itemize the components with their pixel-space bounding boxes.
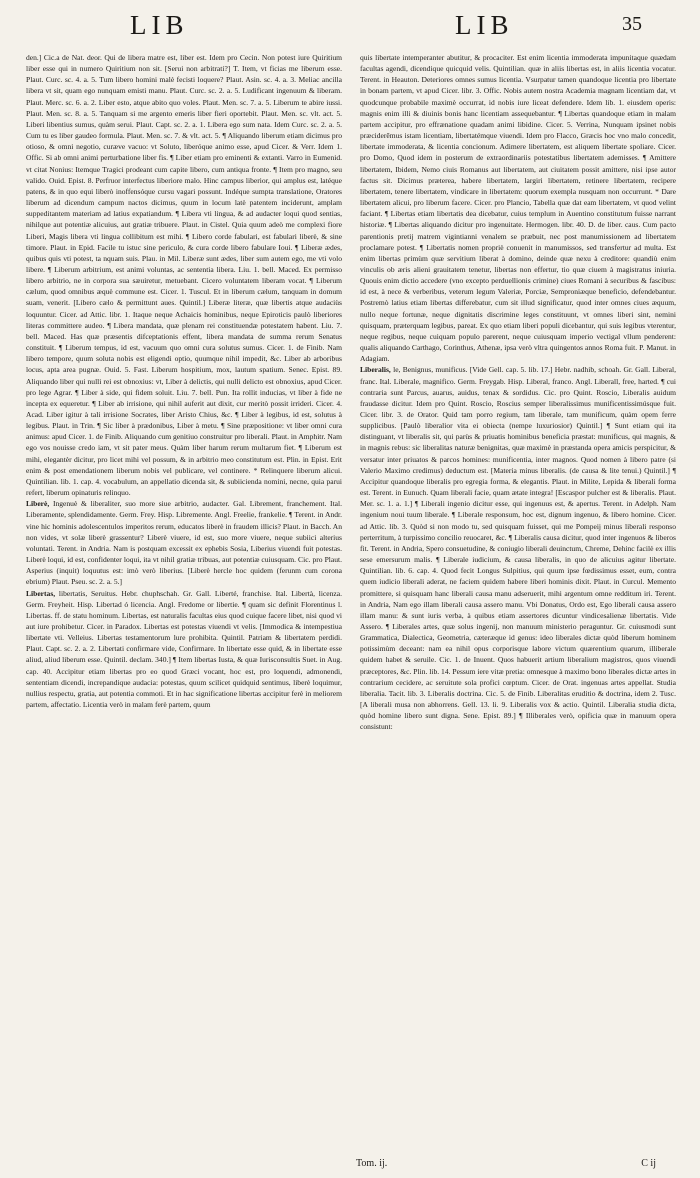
dictionary-entry xyxy=(360,52,676,364)
entry-headword: Liberè, xyxy=(26,499,50,509)
tome-label: Tom. ij. xyxy=(356,1158,388,1169)
entry-text: quis libertate intemperanter abutitur, & procaciter. Est enim licentia immoderata impunitaque quædam facultas agendi, dicendique quicquid velis. Quintilian. quæ in aliis libertas est, in aliis licentia vocatur. Terent. in Heauton. Deteriores omnes sumus licentia. Vsurpatur tamen quandoque licentia pro libertate in bonam partem, vt apud Cicer. libr. 3. Offic. Nobis autem nostra Academia magnam licentiam dat, vt quodcunque probabile maximè occurrat, id nobis iure liceat defendere. Idem lib. 1. eiusdem operis: magnis enim illi & diuinis bonis hanc licentiam assequebantur. ¶ Libertas quandoque etiam in malam partem accipitur, pro effrænatione quadam animi libidine. Cicer. 5. Verrina, Nunquam ipsinet nobis præciderēmus istam licentiam, libertatémque viuendi. Idem pro Flacco, Græcis hoc vno malo concedit, libertate immoderata, & licentia concionum. Adimere libertatem, est aliquem libertate spoliare. Cicer. pro Domo, Quod idem in posterum de extraordinariis potestatibus libertatem ademisses. ¶ Amittere libertatem, Ibidem, Nemo ciuis Romanus aut libertatem, aut ciuitatem possit amittere, nisi ipse autor factus sit. Dicimus præterea, habere libertatem, largiri libertatem, retinere libertatem, recipere libertatem, tenere libertatem, vindicare in libertatem: quorum exempla nusquam non occurrunt. * Dare libertatem alicui, pro liberum facere. Cicer. pro Plancio, Tabella quæ dat eam libertatem, vt quod velint faciant. ¶ Libertas etiam libertatis dea dicebatur, cuius templum in Auentino constitutum fuisse narrant historiæ. ¶ Libertas aliquando dicitur pro ingenuitate. Hermogen. libr. 40. D. de liber. caus. Cum pacto parentionis pretij matrem vigintianni venalem se præbuit, nec post manumissionem ad libertatem proclamare potest. ¶ Libertatis nomen propriè conuenit in manumissos, sed transfertur ad multa. Est enim libertas primùm quæ servitium liberat à domino, deinde quæ nexu à creditore: quandiù enim vinculis ob æris alieni grauitatem tenetur, libertas non effertur, tio quæ ciuem à magistratus iniuria. Quouis enim dictio accedere (vno excepto perduellionis crimine) ciues Romani à securibus & fascibus: id est, à nece & verberibus, veterum legum Valeriæ, Porciæ, Semproniæque beneficio, defendebantur. Postremò latius etiam libertas differebatur, cum sit illud significatur, quod inter omnes ciues æquum, nullo neque fortunæ, neque dignitatis discrimine leges constituunt, vt omnes liberi sint, nemini quisquam, præterquam legibus, pareat. Ex quo etiam liberi populi dicebantur, qui suis legibus vterentur, neque regibus, neque cuiquam populo parerent, neque cuiusquam imperio vectigal vllum penderent: qualis aliquando Carthago, Corinthus, Athenæ, ipsa verò vltra quingentos annos Roma fuit. P. Manut. in Adagiam. xyxy=(360,53,676,364)
running-head-left: LIB xyxy=(130,10,189,40)
signature-mark: C ij xyxy=(641,1158,656,1169)
dictionary-entry xyxy=(26,52,342,498)
entry-text: Ingenuè & liberaliter, suo more siue arbitrio, audacter. Gal. Librement, franchement. Ital. Liberamente, splendidamente. Germ. Frey. Hisp. Libremente. Angl. Freelie, frankelie. ¶ Terent. in Andr. vine hic hominis adolescentulos imperitos rerum, educatos liberè in fraudem illicis? Plaut. in Bacch. An non vides, vt solæ liberè grassentur? Liberè viuere, id est, suo more viuere, neque subiici alterius voluntati. Terent. in Andria. Nam is postquam excessit ex ephebis Sosia, Liberius viuendi fuit potestas. Liberè loqui, id est, confidenter loqui, ita vt nihil gratiæ tribuas, aut potentiæ cuiusquam. Cic. pro Plaut. Asperius (inquit) loquutus est: imò verò liberius. [Liberè hercle hoc quidem (ferunm cum corona ebrium) Plaut. Pseu. sc. 2. a. 5.] xyxy=(26,499,342,587)
running-head-right: LIB xyxy=(455,10,514,40)
left-column xyxy=(26,52,342,1152)
dictionary-entry xyxy=(360,364,676,732)
entry-text: le, Benignus, munificus. [Vide Gell. cap. 5. lib. 17.] Hebr. nadhib, schoah. Gr. Gall. Liberal, franc. Ital. Liberale, magnifico. Germ. Freygab. Hisp. Liberal, franco. Angl. Liberall, free, harted. ¶ cui contraria sunt Parcus, auarus, auidus, tenax & sordidus. Cic. pro Quint. Roscio, Liberalis auidum fraudasse dicitur. Idem pro Quint. Roscio, Roscius semper liberalissimus munificentissimúsque fuit. Cicer. libr. 3. de Orator. Quid tam porro regium, tam liberale, tam munificum, quàm opem ferre supplicibus. [Paulò liberalior vita ei obiecta (nempe luxuriosior) Quintil.] ¶ Sunt etiam qui ita distinguant, vt liberalis sit, qui parùs & priuatis hominibus beneficia præstat: munificus, qui magnis, & in magnis rebus: sic liberalitas naturæ benignitas, quæ maximè in præstanda opera amicis perspicitur, & versatur inter priuatos & parcos homines: munificentia, inter magnos. Quod nomen à libero patre (si Valerio Maximo credimus) deductum est. [Materia minus liberalis. (de causa & lite tenui.) Quintil.] ¶ Accipitur quandoque liberalis pro egregia forma, & elegantis. Plaut. in Milite, Lepida & liberali forma est. Terent. in Eunuch. Quam liberali facie, quam ætate integra! [Escaspor pulcher est & liberalis. Plaut. Mer. sc. 1. a. 1.] ¶ Liberali ingenio dicitur esse, qui ingenuus est, & apertus. Terent. in Adelph. Nam ingenium noui tuum liberale. ¶ Liberale responsum, hoc est, dignum ingenuo, & libero homine. Cicer. ad Attic. lib. 3. Quòd si non modo tu, sed quisquam fuisset, qui me Pompeij minus liberali responso perterritum, à turpissimo concilio reuocaret, &c. ¶ Liberalis causa dicitur, quod inter ingenuos & liberos fit. Terent. in Andria, Spero consuetudine, & coniugio liberali deuinctum, Chreme, Dehinc facilè ex illis sese emersurum malis. ¶ Liberale iudicium, & causa liberalis, in quo de alicuius agitur libertate. Quintilian. lib. 6. cap. 4. Quod fecit Longus Sulpitius, qui quum ipse fœdissimus esset, eum, contra quem iudicio liberali aderat, ne faciem quidem habere liberi hominis dixit. Plaut. in Curcul. Memento promittere, si quisquam hanc liberali causa manu adseruerit, mihi argentum omne redditum iri. Terent. in Andria, Nam ego illam liberali causa assero manu. Vbi Donatus, Ordo est, Ego liberali causa assero illam manu: & sunt iuris verba, à quibus etiam assertores dicuntur vindicesalienæ libertatis. Vide Assero. ¶ Liberales artes, quæ solus ingenij, non manuum ministerio peraguntur. Gr. cuiusmodi sunt Grammatica, Dialectica, Geometria, cæteræque id genus: ideo liberales dictæ quòd liberum hominem potissimùm deceant: nam ea nihil opus corporisque labore victum quærentium quarum, illiberale quidem habet & seruile. Cic. 1. de Inuent. Quos habuerit artium liberalium magistros, quos viuendi præceptores, &c. Plin. lib. 14. Pessum iere vitæ pretia: omnesque à maximo bono liberales dictæ artes in contrarium cecidere, ac seruitute sola profici cœptum. Cicer. de Orat. ingenuas artes appellat. Studia liberalia. Tacit. lib. 3. Liberalis doctrina. Cic. 5. de Finib. Liberalitas eruditio & doctrina, idem 2. Tusc. [A liberali musa non abhorrens. Gell. 13. li. 9. Liberalis vox & actio. Quintil. Liberalia studia dicta, quòd homine libero sunt digna. Sene. Epist. 89.] ¶ Illiberales verò, opificia quæ in manuum opera consistunt: xyxy=(360,365,676,732)
entry-text: libertatis, Seruitus. Hebr. chuphschah. Gr. Gall. Liberté, franchise. Ital. Libertà, licenza. Germ. Freyheit. Hisp. Libertad ó licencia. Angl. Fredome or libertie. ¶ quam sic definit Florentinus l. Libertas. ff. de statu hominum. Libertas, est naturalis facultas eius quod cuique facere libet, nisi quod vi aut iure prohibetur. Cicer. in Paradox. Libertas est potestas viuendi vt velis. [Immodica & intempestiua libertate vti. Velleius. Libertas testamentorum lure prohibita. Quintil. Patriam & libertatem perdidi. Plaut. Capt. sc. 2. a. 2. Libertati confirmare vide, Confirmare. In libertate esse quid, & in libertate esse aliud, aliud liberum esse. Quintil. declam. 340.] ¶ Item libertas Iusta, & quæ Iurisconsultis Suet. in Aug. cap. 40. Accipitur etiam libertas pro eo quod Græci vocant, hoc est, pro loquendi, admonendi, sententiam dicendi, increpandique audacia: potestas, quum scilicet quidquid sentimus, liberè loquimur, nullius respectu, gratia, aut potentia commoti. Et in hac significatione libertas accipitur ferè in meliorem partem, affectatio. Licentia verò in malam ferè partem, quum xyxy=(26,588,342,710)
dictionary-entry xyxy=(26,588,342,711)
page-footer xyxy=(26,1158,676,1174)
text-columns xyxy=(26,52,676,1152)
dictionary-entry xyxy=(26,498,342,587)
entry-headword: Liberalis, xyxy=(360,365,391,375)
entry-headword: Libertas, xyxy=(26,588,56,598)
entry-text: den.] Cic.a de Nat. deor. Qui de libera matre est, liber est. Idem pro Cecin. Non potest iure Quiritium liber esse qui in numero Quiritium non sit. [Serui non arbitrati?] T. Item, vt ficias me liberum esse. Plaut. Curc. sc. 4. a. 5. Tum libero homini malè fecisti loquere? Plaut. Asin. sc. 4. a. 3. Meliac ancilla libera vt sit, quam ego nunquam emisti manu. Plaut. Curc. sc. 2. a. 5. Ludificant ingenuum & liberam. Plaut. Merc. sc. 6. a. 2. Liber esto, atque abito quo voles. Plaut. Men. sc. 7. a. 5. Liberum te abire iussi. Plaut. Men. sc. 8. a. 5. Tanquam si me argento emeris liber fieri oportebit. Plaut. Men. sc. vlt. act. 5. Liberi libentius sumus, quàm serui. Plaut. Capt. sc. 2. a. 1. Libera ego sum nata. Idem Curc. sc. 2. a. 5. Cum tu es liber gaudeo formula. Plaut. Men. sc. 7. & vlt. act. 5. ¶ Aliquando liberum etiam dicimus pro otioso, & omni negotio, curæve vacuo: vt Soluto, liberóque animo esse, apud Cicer. & Verr. Idem 1. Offic. Si ab omni animi perturbatione liber fis. ¶ Liber etiam pro eminenti & extanti. Varro in Eumenid. vt citat Nonius: Itemque Tragici prodeant cum capite libero, cum antiqua fronte. ¶ Item pro magno, seu valido. Ouid. Epist. 8. Perfruor interfectus liberiore malo. Hinc campus liberior, qui amplus est, latéque patens, & in quo equi liberò inoffensóque cursu vagari possunt. Indéque sumpta translatione, Oratores liberum ad dicendum campum nactos dicimus, quum in locum latè patentem inciderunt, amplam suppeditantem materiam ad latius expatiandum. ¶ Libera vti lingua, & ad audacter loqui quod sentias, nihilque aut potentiæ alicuius, aut gratiæ tribuere. Plaut. in Cistel. Quia quum adeò me complexi fiore Liberi, Magis libera vti lingua collibitum est mihi. ¶ Libero corde fabulari, est fabulari liberè, & sine timore. Plaut. in Epid. Facile tu istuc sine periculo, & cura corde libero fabulare Ioui. ¶ Liberæ ædes, quibus quis vti potest, ta nquam suis. Plau. in Mil. Liberæ sunt ædes, liber sum autem ego, me vti volo libere. ¶ Liberum arbitrium, est animi voluntas, ac sententia libera. Liu. 1. bell. Maced. Ex permisso libero arbitrio, ne in corpora sua sæuiretur, metuebant. Cicero voluntatem liberam vocat. ¶ Liberum cælum, quod omnibus æquè commune est. Cicer. 1. Tuscul. Et in liberum cælum, tanquam in domum suam, venerit. [Libero cælo & permittunt aues. Quintil.] Liberæ literæ, quæ libertis atque audaciùs loquuntur. Cicer. ad Attic. libr. 1. Itaque neque Achaicis hominibus, neque Epiroticis paulò liberiores literas committere audeo. ¶ Libera mandata, quæ plenam rei constituendæ potestatem habent. Liu. 7. bell. Maced. Has quæ præsentis difceptationis effent, libera mandata de summa rerum Senatus constituit. ¶ Liberum tempus, id est, vacuum quo omni cura solutus sumus. Cicer. 1. de Finib. Nam libero tempore, quum soluta nobis est eligendi optio, quumque nihil impedit, &c. Liber ab arboribus locus, apta area pugnæ. Ouid. 5. Fast. Liberum hospitium, mox, lautum spatium. Senec. Epist. 89. Aliquando liber qui nulli rei est obnoxius: vt, Liber à delictis, qui nulli delicto est obnoxius, apud Cicer. pro lege Agrar. ¶ Liber à side, qui fidem soluit. Liu. 7. bell. Pun. Ita rollit inducias, vt liber à fide ne incepta ex equeretur. ¶ Liber ab irrisione, qui nihil auferit aut dixit, cur meritò possit irrideri. Cicer. 4. Acad. Liber igitur à tali irrisione Socrates, liber Aristo Chius, &c. ¶ Liber à legibus, id est, solutus à legibus. Plaut. in Trin. ¶ Sic liber à prædonibus, Liber à metu. ¶ Sine præpositione: vt liber omni cura animus: apud Cicer. 1. de Finib. Aliquando cum genitiuo construitur pro liberali. Plaut. in Amphitr. Nam ego vos nouisse credo iam, vt sit pater meus. Quàm liber harum rerum multarum fiet. ¶ Liberum est mihi, elegantèr dicitur, pro licet mihi vel possum, & in arbitrio meo constitutum est. Plin. in Epist. Erit enim & post emendationem liberum nobis vel publicare, vel continere. * Relinquere liberum alicui. Quintilian. lib. 1. cap. 4. vocabulum, an appellatio dicenda sit, & subiicienda nomini, necne, quia parui refert, liberum opinaturis relinquo. xyxy=(26,53,342,498)
right-column xyxy=(360,52,676,1152)
running-head xyxy=(0,10,700,44)
page-number: 35 xyxy=(622,13,642,35)
